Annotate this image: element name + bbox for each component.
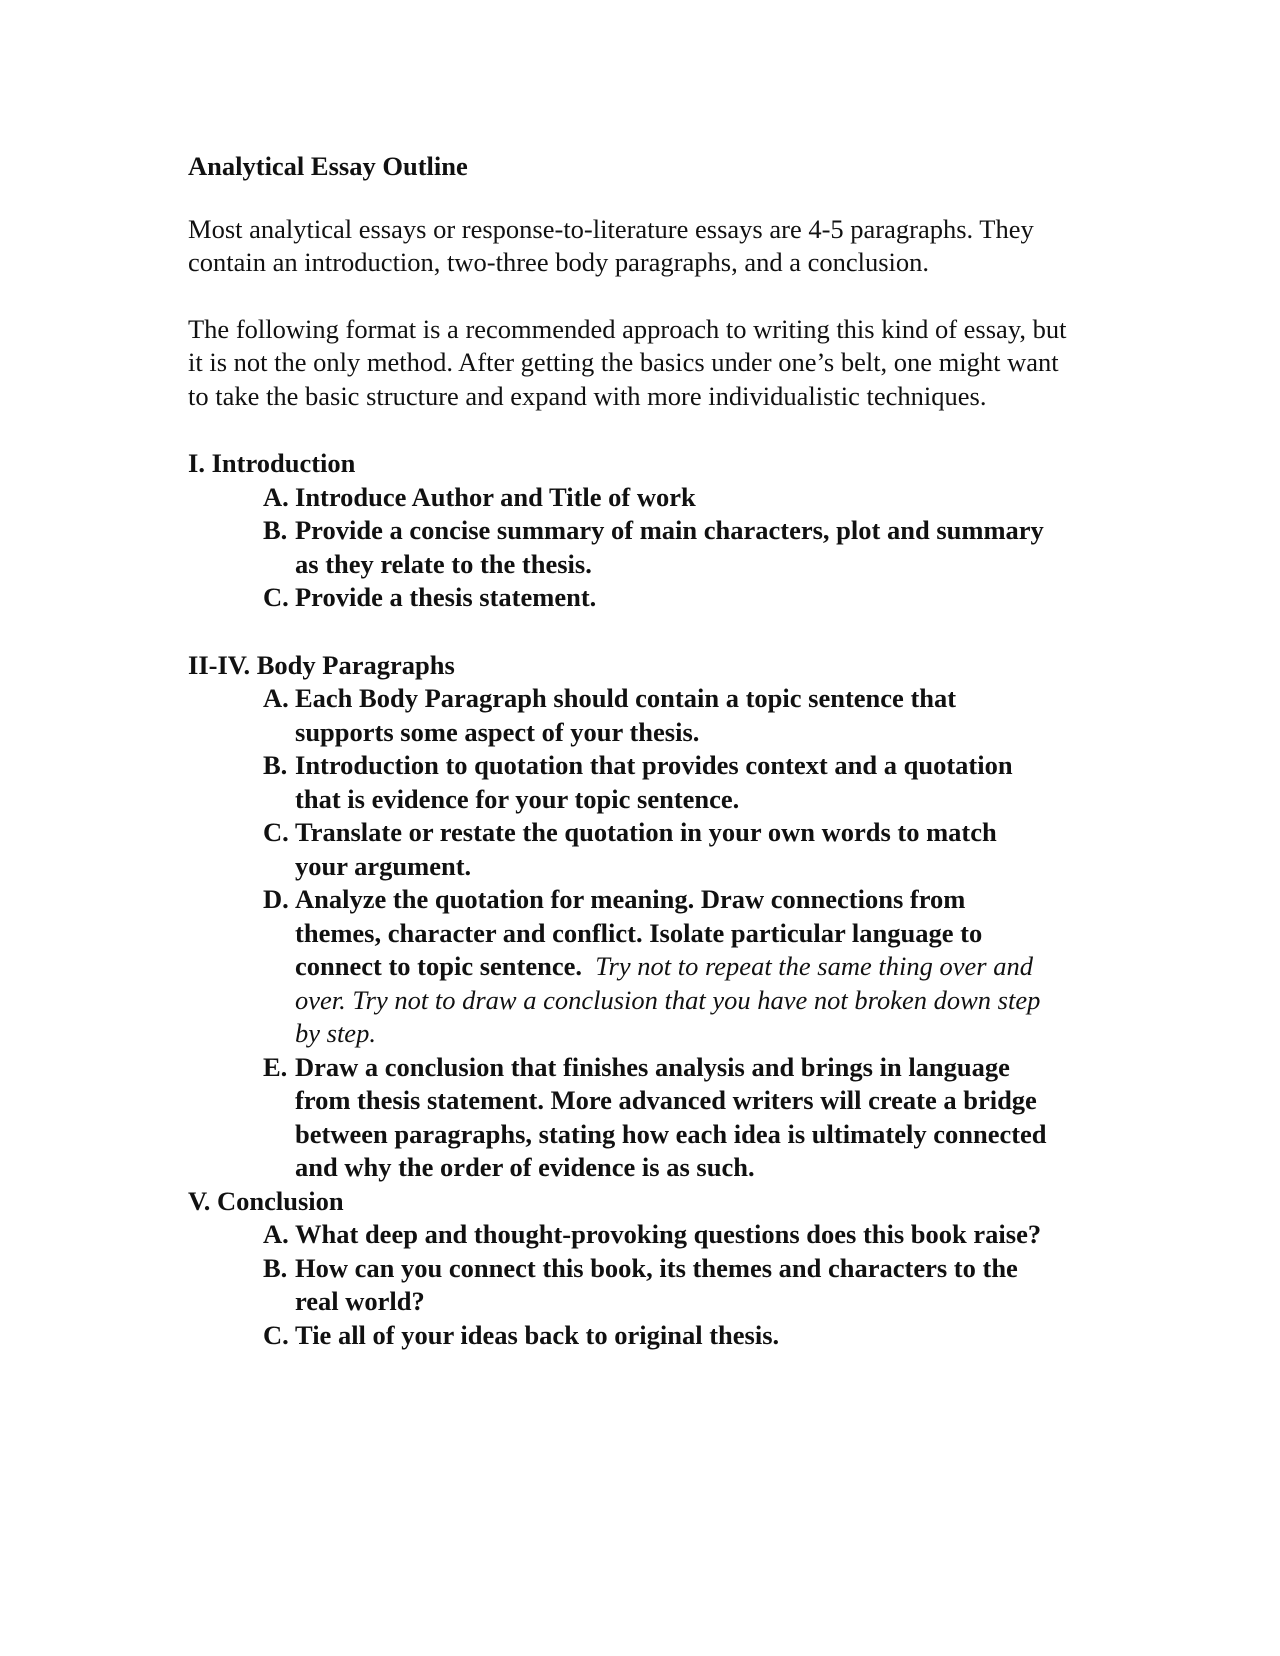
section-heading: I. Introduction: [188, 448, 356, 478]
outline-item: [188, 749, 1108, 816]
item-marker: A.: [263, 1219, 289, 1249]
outline-item: [188, 682, 1108, 749]
outline-list: [188, 481, 1108, 615]
item-text: Analyze the quotation for meaning. Draw connections from themes, character and conflict. Isolate particular language to connect to topic sentence.: [295, 884, 983, 981]
item-marker: C.: [263, 1319, 289, 1350]
item-text: Provide a concise summary of main characters, plot and summary as they relate to the thesis.: [295, 515, 1044, 579]
item-marker: A.: [263, 481, 289, 512]
outline-item: [188, 481, 1108, 515]
outline-item: [188, 883, 1108, 1051]
item-marker: C.: [263, 817, 289, 847]
outline-item: [188, 581, 1108, 615]
outline-item: [188, 816, 1108, 883]
page-title: Analytical Essay Outline: [188, 151, 468, 181]
outline-item: [188, 1218, 1108, 1252]
intro-paragraph: Most analytical essays or response-to-literature essays are 4-5 paragraphs. They contain an introduction, two-three body paragraphs, and a conclusion.: [188, 213, 1034, 277]
item-marker: B.: [263, 515, 288, 545]
item-italic-text: Try not to repeat the same thing over and over. Try not to draw a conclusion that you have not broken down step by step.: [295, 951, 1041, 1048]
section-heading: V. Conclusion: [188, 1185, 344, 1216]
item-marker: A.: [263, 683, 289, 713]
item-text: Each Body Paragraph should contain a topic sentence that supports some aspect of your thesis.: [295, 683, 957, 747]
item-marker: B.: [263, 750, 288, 780]
document-page: [188, 150, 1108, 1352]
outline-section-body-paragraphs: [188, 649, 1108, 1185]
item-text: Provide a thesis statement.: [295, 582, 597, 612]
item-marker: C.: [263, 582, 289, 612]
outline-item: [188, 1051, 1108, 1185]
outline-item: [188, 1252, 1108, 1319]
outline-item: [188, 1319, 1108, 1353]
outline-item: [188, 514, 1108, 581]
item-text: What deep and thought-provoking questions does this book raise?: [295, 1219, 1042, 1249]
item-text: How can you connect this book, its themes and characters to the real world?: [295, 1252, 1018, 1316]
item-text: Translate or restate the quotation in your own words to match your argument.: [295, 817, 997, 881]
item-text: Introduce Author and Title of work: [295, 481, 696, 512]
outline-section-conclusion: [188, 1185, 1108, 1353]
item-marker: E.: [263, 1051, 288, 1082]
intro-paragraph: The following format is a recommended approach to writing this kind of essay, but it is not the only method. After getting the basics under one’s belt, one might want to take the basic structure and expand with more individualistic techniques.: [188, 313, 1067, 411]
outline-section-introduction: [188, 447, 1108, 615]
item-text: Draw a conclusion that finishes analysis and brings in language from thesis statement. More advanced writers will create a bridge between paragraphs, stating how each idea is ultimately connected and why the order of evidence is as such.: [295, 1051, 1047, 1182]
item-marker: D.: [263, 884, 289, 914]
outline-list: [188, 1218, 1108, 1352]
item-text-group: [295, 883, 1055, 1051]
item-text: Tie all of your ideas back to original thesis.: [295, 1319, 780, 1350]
outline-list: [188, 682, 1108, 1185]
section-heading: II-IV. Body Paragraphs: [188, 649, 455, 680]
item-marker: B.: [263, 1252, 288, 1283]
item-text: Introduction to quotation that provides context and a quotation that is evidence for your topic sentence.: [295, 750, 1013, 814]
